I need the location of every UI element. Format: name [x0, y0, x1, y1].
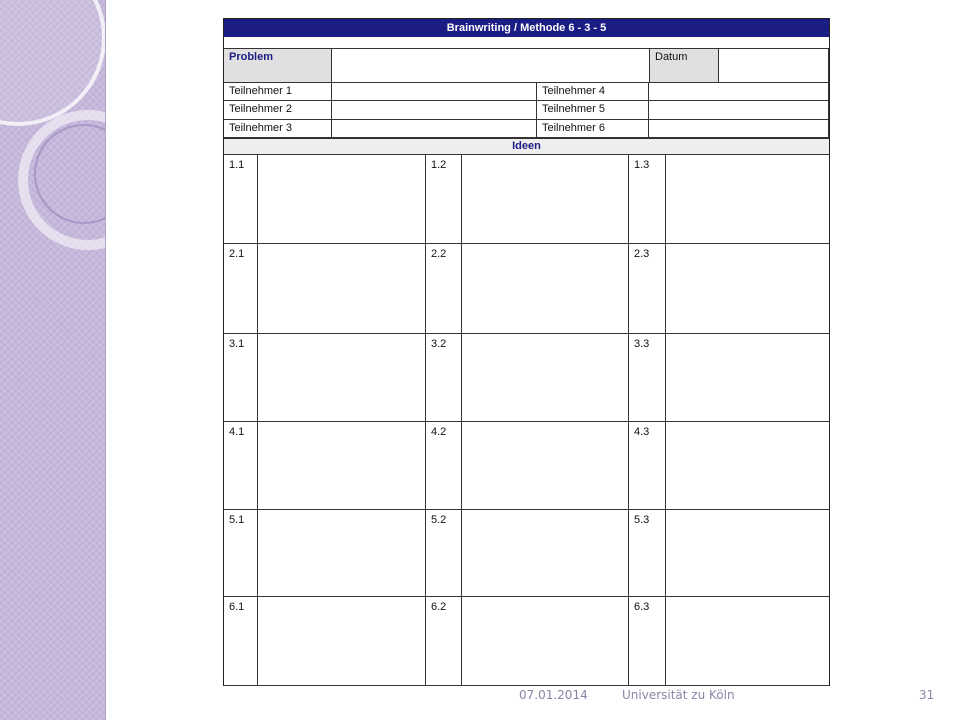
idea-number-label: 6.3 — [629, 597, 666, 686]
idea-number-label: 6.2 — [426, 597, 462, 686]
idea-number-label: 5.2 — [426, 510, 462, 597]
idea-entry-field[interactable] — [462, 334, 629, 422]
participant-field-2[interactable] — [332, 101, 537, 120]
idea-number-label: 4.1 — [224, 422, 258, 510]
idea-entry-field[interactable] — [258, 244, 426, 334]
decorative-ring — [0, 0, 106, 126]
form-title: Brainwriting / Methode 6 - 3 - 5 — [224, 19, 829, 37]
idea-number-label: 3.3 — [629, 334, 666, 422]
footer-date: 07.01.2014 — [519, 688, 588, 702]
idea-number-label: 1.3 — [629, 155, 666, 244]
participant-label-6: Teilnehmer 6 — [537, 120, 649, 138]
idea-entry-field[interactable] — [258, 422, 426, 510]
participant-field-1[interactable] — [332, 83, 537, 101]
participant-field-6[interactable] — [649, 120, 829, 138]
ideas-header: Ideen — [224, 138, 829, 155]
idea-entry-field[interactable] — [666, 244, 829, 334]
problem-label: Problem — [224, 48, 332, 83]
idea-entry-field[interactable] — [666, 334, 829, 422]
idea-entry-field[interactable] — [462, 244, 629, 334]
participant-field-3[interactable] — [332, 120, 537, 138]
idea-number-label: 3.1 — [224, 334, 258, 422]
idea-entry-field[interactable] — [462, 422, 629, 510]
idea-number-label: 2.1 — [224, 244, 258, 334]
footer-page-number: 31 — [919, 688, 935, 702]
participant-field-4[interactable] — [649, 83, 829, 101]
participant-label-3: Teilnehmer 3 — [224, 120, 332, 138]
decorative-side-band — [0, 0, 106, 720]
idea-number-label: 5.1 — [224, 510, 258, 597]
idea-number-label: 4.2 — [426, 422, 462, 510]
idea-number-label: 2.3 — [629, 244, 666, 334]
footer-organization: Universität zu Köln — [622, 688, 735, 702]
idea-number-label: 6.1 — [224, 597, 258, 686]
idea-number-label: 1.2 — [426, 155, 462, 244]
idea-entry-field[interactable] — [666, 422, 829, 510]
participant-label-2: Teilnehmer 2 — [224, 101, 332, 120]
idea-entry-field[interactable] — [666, 597, 829, 686]
participant-label-5: Teilnehmer 5 — [537, 101, 649, 120]
idea-number-label: 1.1 — [224, 155, 258, 244]
participant-field-5[interactable] — [649, 101, 829, 120]
idea-entry-field[interactable] — [258, 334, 426, 422]
problem-field[interactable] — [332, 48, 650, 83]
idea-entry-field[interactable] — [258, 155, 426, 244]
idea-number-label: 5.3 — [629, 510, 666, 597]
participant-label-1: Teilnehmer 1 — [224, 83, 332, 101]
idea-entry-field[interactable] — [462, 510, 629, 597]
idea-number-label: 2.2 — [426, 244, 462, 334]
participant-label-4: Teilnehmer 4 — [537, 83, 649, 101]
idea-entry-field[interactable] — [666, 155, 829, 244]
brainwriting-form — [223, 18, 830, 686]
idea-number-label: 4.3 — [629, 422, 666, 510]
idea-entry-field[interactable] — [462, 155, 629, 244]
date-field[interactable] — [719, 48, 829, 83]
idea-entry-field[interactable] — [258, 597, 426, 686]
idea-number-label: 3.2 — [426, 334, 462, 422]
idea-entry-field[interactable] — [258, 510, 426, 597]
idea-entry-field[interactable] — [462, 597, 629, 686]
date-label: Datum — [650, 48, 719, 83]
idea-entry-field[interactable] — [666, 510, 829, 597]
